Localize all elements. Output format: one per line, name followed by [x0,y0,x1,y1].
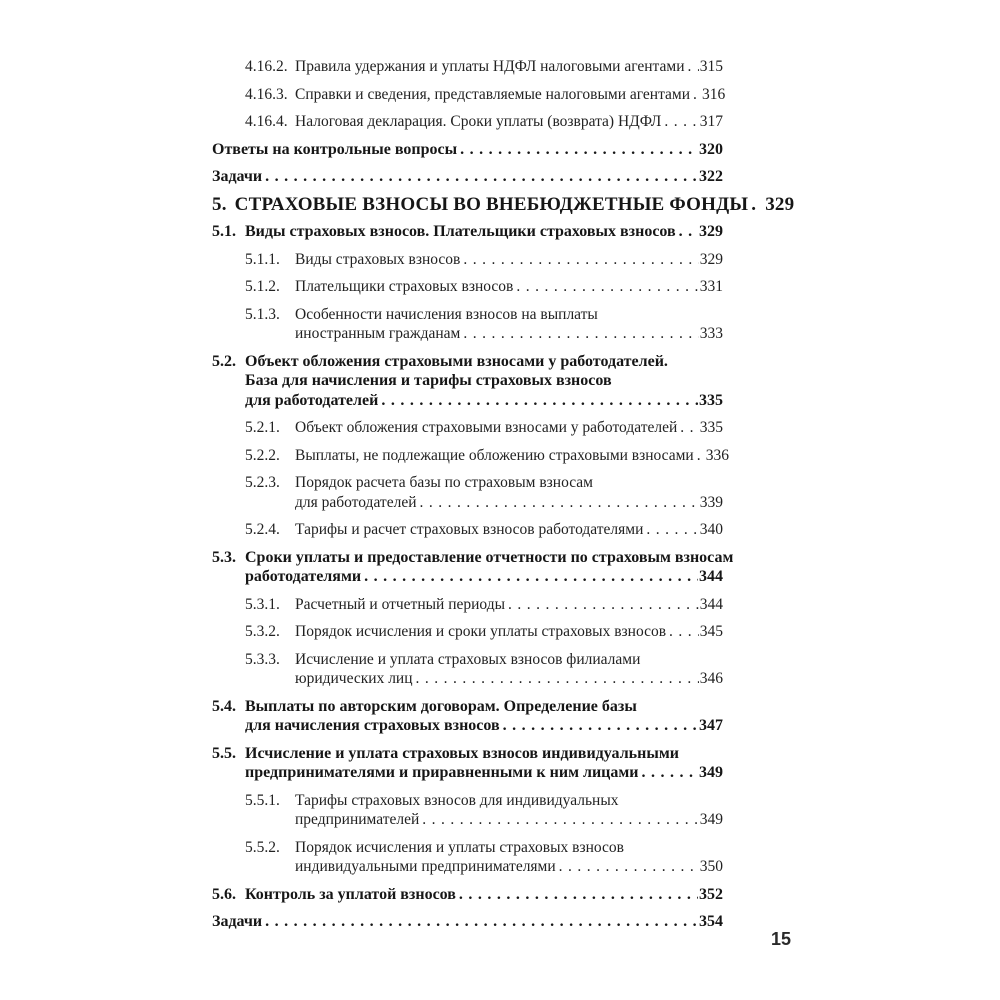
toc-line [245,473,723,493]
entry-title: Ответы на контрольные вопросы [212,140,458,158]
dot-leader [680,418,698,438]
dot-leader [697,446,705,466]
entry-title: иностранным гражданам [295,325,461,342]
toc-entry [245,277,723,297]
toc-line [212,352,723,372]
dot-leader [463,250,698,270]
dot-leader [516,277,698,297]
dot-leader [422,810,698,830]
entry-title: Порядок расчета базы по страховым взносам [295,474,593,491]
toc-line [245,716,723,736]
dot-leader [693,85,701,105]
dot-leader [459,885,698,905]
entry-title: Виды страховых взносов. Плательщики страховых взносов [245,223,676,240]
entry-title: для работодателей [245,391,379,409]
entry-title: юридических лиц [295,670,413,687]
toc-line [245,791,723,811]
toc-line [245,371,723,391]
entry-number: 5.3. [212,548,236,566]
toc-line [245,418,723,438]
toc-line [295,493,723,513]
dot-leader [688,57,699,77]
entry-title: Тарифы и расчет страховых взносов работодателями [295,521,644,538]
entry-title: индивидуальными предпринимателями [295,858,556,875]
dot-leader [364,567,698,587]
entry-page-number: 349 [699,811,723,828]
entry-page-number: 349 [699,764,723,781]
dot-leader [265,167,698,187]
toc-line [295,810,723,830]
dot-leader [669,622,699,642]
entry-number: 5.4. [212,697,236,715]
toc-entry [245,595,723,615]
toc-line [212,697,723,717]
entry-title: Тарифы страховых взносов для индивидуальных [295,791,619,809]
dot-leader [420,493,699,513]
toc-line [245,112,723,132]
entry-page-number: 316 [702,85,726,103]
entry-number: 5.1.2. [245,278,280,295]
entry-title: База для начисления и тарифы страховых взносов [245,372,612,389]
toc-line [245,85,726,105]
toc-entry [212,193,795,215]
entry-title: Задачи [212,168,263,185]
entry-title: Объект обложения страховыми взносами у работодателей [295,419,678,436]
dot-leader [460,140,698,160]
entry-page-number: 354 [699,913,723,930]
toc-entry [245,473,723,512]
toc-line [245,250,723,270]
entry-number: 4.16.4. [245,113,288,130]
entry-title: Порядок исчисления и сроки уплаты страховых взносов [295,623,667,640]
toc-entry [245,622,723,642]
entry-page-number: 344 [699,595,723,613]
toc-line [245,622,723,642]
entry-title: Выплаты, не подлежащие обложению страховыми взносами [295,446,694,464]
entry-title: Правила удержания и уплаты НДФЛ налоговыми агентами [295,58,685,75]
toc-entry [245,791,723,830]
entry-number: 5.2. [212,352,236,370]
entry-number: 5.5.1. [245,791,280,809]
entry-page-number: 329 [699,223,723,240]
entry-title: Особенности начисления взносов на выплаты [295,305,598,323]
entry-title: Виды страховых взносов [295,250,461,268]
entry-title: Справки и сведения, представляемые налоговыми агентами [295,85,691,103]
entry-number: 5.5.2. [245,838,280,856]
toc-line [245,567,723,587]
toc-entry [212,912,723,932]
entry-page-number: 331 [699,278,723,295]
entry-title: для работодателей [295,493,417,511]
toc-line [212,744,723,764]
toc-line [212,193,795,215]
toc-line [212,885,723,905]
toc-entry [245,838,723,877]
entry-title: Расчетный и отчетный периоды [295,595,506,613]
entry-number: 5.2.4. [245,521,280,538]
entry-page-number: 333 [699,325,723,342]
entry-page-number: 346 [699,670,723,687]
entry-title: СТРАХОВЫЕ ВЗНОСЫ ВО ВНЕБЮДЖЕТНЫЕ ФОНДЫ [234,193,749,215]
entry-page-number: 335 [699,391,723,409]
toc-line [295,669,723,689]
entry-title: для начисления страховых взносов [245,717,500,734]
dot-leader [416,669,699,689]
entry-page-number: 345 [699,623,723,640]
toc-line [245,277,723,297]
entry-number: 4.16.3. [245,85,288,103]
toc-entry [212,167,723,187]
entry-number: 5.1.1. [245,250,280,268]
toc-entry [245,305,723,344]
toc-line [245,763,723,783]
entry-page-number: 329 [699,250,723,268]
toc-line [212,548,734,568]
toc-entry [212,352,723,411]
entry-number: 5.3.1. [245,595,280,613]
entry-number: 5.3.3. [245,650,280,668]
toc-line [212,912,723,932]
entry-title: Исчисление и уплата страховых взносов филиалами [295,650,641,668]
toc-entry [245,57,723,77]
entry-page-number: 329 [765,193,795,215]
entry-title: Выплаты по авторским договорам. Определение базы [245,697,637,715]
dot-leader [559,857,699,877]
entry-title: работодателями [245,568,362,585]
toc-line [295,857,723,877]
toc-entry [245,650,723,689]
dot-leader [642,763,698,783]
toc-line [245,650,723,670]
toc-line [245,446,729,466]
entry-page-number: 335 [699,419,723,436]
entry-page-number: 347 [699,717,723,734]
entry-title: Плательщики страховых взносов [295,278,514,295]
entry-title: Сроки уплаты и предоставление отчетности по страховым взносам [245,548,734,566]
dot-leader [463,324,698,344]
toc-line [245,595,723,615]
toc-entry [212,885,723,905]
entry-page-number: 352 [699,885,723,903]
toc-entry [245,418,723,438]
entry-title: Объект обложения страховыми взносами у работодателей. [245,352,668,370]
toc-entry [212,744,723,783]
entry-page-number: 340 [699,521,723,538]
entry-title: Налоговая декларация. Сроки уплаты (возврата) НДФЛ [295,113,662,130]
page-folio: 15 [771,929,792,949]
toc-line [245,305,723,325]
entry-page-number: 317 [699,113,723,130]
entry-page-number: 322 [699,168,723,185]
entry-title: Исчисление и уплата страховых взносов индивидуальными [245,744,679,762]
entry-number: 5.3.2. [245,623,280,640]
toc-entry [245,112,723,132]
toc-line [212,167,723,187]
entry-title: предпринимателями и приравненными к ним лицами [245,764,639,781]
entry-number: 4.16.2. [245,58,288,75]
toc-line [245,391,723,411]
dot-leader [679,222,698,242]
entry-page-number: 315 [699,58,723,75]
entry-number: 5.2.2. [245,446,280,464]
entry-number: 5.1.3. [245,305,280,323]
entry-number: 5.6. [212,885,236,903]
entry-title: Задачи [212,913,263,930]
toc-line [212,140,723,160]
entry-number: 5.2.3. [245,474,280,491]
dot-leader [265,912,698,932]
toc-entry [212,140,723,160]
entry-page-number: 336 [705,446,729,464]
toc-entry [245,520,723,540]
entry-title: Порядок исчисления и уплаты страховых взносов [295,838,624,856]
dot-leader [381,391,698,411]
toc-entry [212,548,734,587]
entry-number: 5.5. [212,744,236,762]
dot-leader [503,716,698,736]
toc-entry [245,250,723,270]
dot-leader [508,595,699,615]
entry-title: предпринимателей [295,811,420,828]
toc-line [245,57,723,77]
entry-number: 5. [212,193,227,215]
entry-page-number: 320 [699,140,723,158]
entry-page-number: 350 [699,858,723,875]
toc-line [212,222,723,242]
toc-line [245,520,723,540]
toc-entry [212,222,723,242]
entry-number: 5.1. [212,223,236,240]
entry-page-number: 344 [699,568,723,585]
toc-entry [212,697,723,736]
dot-leader [751,195,759,215]
toc-line [245,838,723,858]
toc-entry [245,446,729,466]
toc-entry [245,85,726,105]
entry-number: 5.2.1. [245,419,280,436]
toc-list [212,57,795,940]
entry-title: Контроль за уплатой взносов [245,885,456,903]
dot-leader [664,112,698,132]
entry-page-number: 339 [699,493,723,511]
dot-leader [646,520,698,540]
toc-line [295,324,723,344]
